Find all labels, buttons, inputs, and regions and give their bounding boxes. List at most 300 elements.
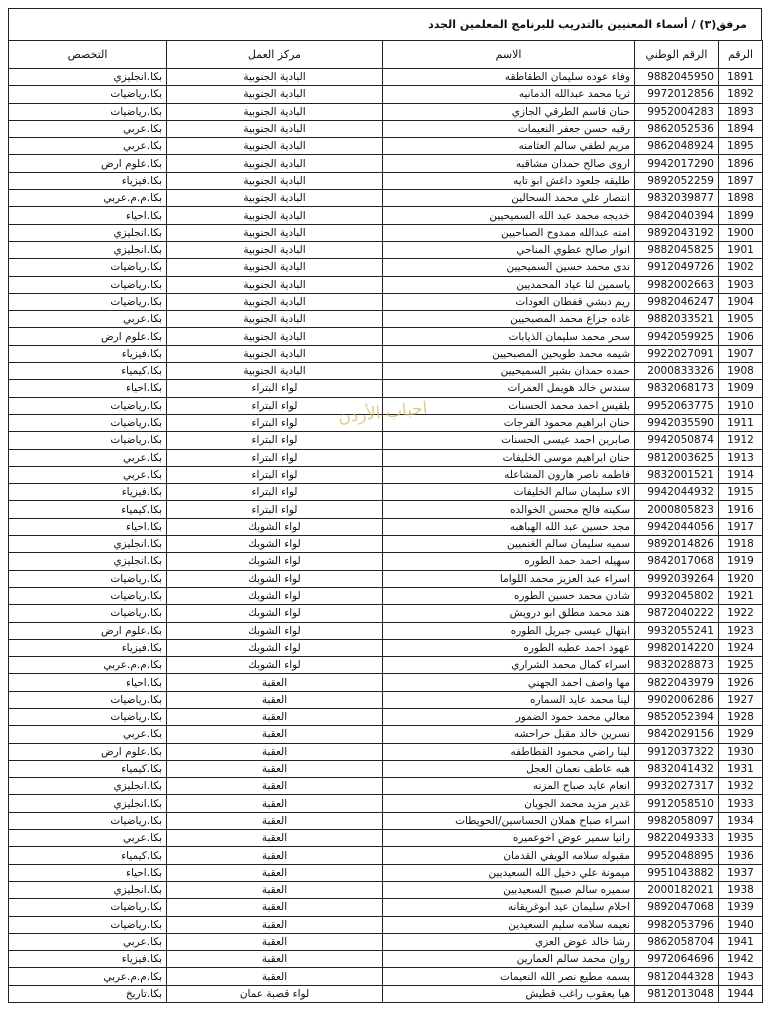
name-cell: اروى صالح حمدان مشاقبه: [383, 155, 635, 172]
row-number-cell: 1904: [719, 293, 763, 310]
specialty-cell: بكا.انجليزي: [9, 536, 167, 553]
row-number-cell: 1940: [719, 916, 763, 933]
work-center-cell: العقبة: [167, 864, 383, 881]
name-cell: مقبوله سلامه الويفي القدمان: [383, 847, 635, 864]
name-cell: سكينه فالح محسن الخوالده: [383, 501, 635, 518]
table-row: [9, 207, 763, 224]
national-id-cell: 9832028873: [635, 657, 719, 674]
work-center-cell: البادية الجنوبية: [167, 363, 383, 380]
trainees-table: [8, 40, 763, 1003]
table-row: [9, 484, 763, 501]
work-center-cell: البادية الجنوبية: [167, 241, 383, 258]
work-center-cell: العقبة: [167, 778, 383, 795]
name-cell: حمده حمدان بشير السميحيين: [383, 363, 635, 380]
name-cell: نعيمه سلامه سليم السعيدين: [383, 916, 635, 933]
document-sheet: [8, 8, 762, 1003]
work-center-cell: البادية الجنوبية: [167, 224, 383, 241]
name-cell: ميمونة علي دخيل الله السعيديين: [383, 864, 635, 881]
table-row: [9, 414, 763, 431]
specialty-cell: بكا.كيمياء: [9, 847, 167, 864]
page-title: مرفق(٣) / أسماء المعنيين بالتدريب للبرنامج المعلمين الجدد: [8, 8, 762, 40]
work-center-cell: لواء البتراء: [167, 414, 383, 431]
work-center-cell: البادية الجنوبية: [167, 69, 383, 86]
row-number-cell: 1925: [719, 657, 763, 674]
table-row: [9, 743, 763, 760]
specialty-cell: بكا.تاريخ: [9, 985, 167, 1002]
row-number-cell: 1900: [719, 224, 763, 241]
specialty-cell: بكا.احياء: [9, 864, 167, 881]
national-id-cell: 9952004283: [635, 103, 719, 120]
name-cell: ياسمين لنا عياد المحمديين: [383, 276, 635, 293]
table-row: [9, 916, 763, 933]
specialty-cell: بكا.احياء: [9, 674, 167, 691]
row-number-cell: 1926: [719, 674, 763, 691]
work-center-cell: البادية الجنوبية: [167, 190, 383, 207]
row-number-cell: 1934: [719, 812, 763, 829]
table-row: [9, 259, 763, 276]
row-number-cell: 1922: [719, 605, 763, 622]
national-id-cell: 9892043192: [635, 224, 719, 241]
work-center-cell: العقبة: [167, 743, 383, 760]
name-cell: نسرين خالد مقبل حراحشه: [383, 726, 635, 743]
national-id-cell: 9932055241: [635, 622, 719, 639]
work-center-cell: العقبة: [167, 951, 383, 968]
national-id-cell: 9862052536: [635, 120, 719, 137]
header-center: مركز العمل: [167, 41, 383, 69]
specialty-cell: بكا.انجليزي: [9, 224, 167, 241]
table-row: [9, 363, 763, 380]
table-row: [9, 830, 763, 847]
name-cell: ريم دبشي قفطان العودات: [383, 293, 635, 310]
national-id-cell: 9912037322: [635, 743, 719, 760]
row-number-cell: 1912: [719, 432, 763, 449]
work-center-cell: لواء البتراء: [167, 380, 383, 397]
national-id-cell: 9822049333: [635, 830, 719, 847]
row-number-cell: 1902: [719, 259, 763, 276]
name-cell: هند محمد مطلق ابو درويش: [383, 605, 635, 622]
name-cell: حنان ابراهيم موسى الخليفات: [383, 449, 635, 466]
specialty-cell: بكا.رياضيات: [9, 691, 167, 708]
row-number-cell: 1917: [719, 518, 763, 535]
work-center-cell: لواء الشوبك: [167, 536, 383, 553]
name-cell: انوار صالح عطوي المناحي: [383, 241, 635, 258]
row-number-cell: 1930: [719, 743, 763, 760]
work-center-cell: العقبة: [167, 812, 383, 829]
row-number-cell: 1927: [719, 691, 763, 708]
table-row: [9, 380, 763, 397]
table-row: [9, 224, 763, 241]
national-id-cell: 9862048924: [635, 138, 719, 155]
row-number-cell: 1898: [719, 190, 763, 207]
specialty-cell: بكا.كيمياء: [9, 363, 167, 380]
table-row: [9, 190, 763, 207]
specialty-cell: بكا.فيزياء: [9, 172, 167, 189]
work-center-cell: البادية الجنوبية: [167, 155, 383, 172]
specialty-cell: بكا.رياضيات: [9, 899, 167, 916]
work-center-cell: العقبة: [167, 847, 383, 864]
national-id-cell: 9832001521: [635, 466, 719, 483]
work-center-cell: لواء البتراء: [167, 466, 383, 483]
national-id-cell: 9982058097: [635, 812, 719, 829]
table-row: [9, 864, 763, 881]
specialty-cell: بكا.انجليزي: [9, 241, 167, 258]
name-cell: مها واصف احمد الجهني: [383, 674, 635, 691]
national-id-cell: 9832068173: [635, 380, 719, 397]
national-id-cell: 9842029156: [635, 726, 719, 743]
row-number-cell: 1920: [719, 570, 763, 587]
work-center-cell: العقبة: [167, 933, 383, 950]
work-center-cell: العقبة: [167, 830, 383, 847]
table-header-row: [9, 41, 763, 69]
table-row: [9, 968, 763, 985]
name-cell: سميره سالم صبيح السعيديين: [383, 881, 635, 898]
work-center-cell: البادية الجنوبية: [167, 328, 383, 345]
watermark-text: احباب الأردن: [337, 398, 429, 428]
table-row: [9, 847, 763, 864]
national-id-cell: 9942050874: [635, 432, 719, 449]
specialty-cell: بكا.عربي: [9, 933, 167, 950]
name-cell: غاده جزاع محمد المصبحيين: [383, 311, 635, 328]
national-id-cell: 9942059925: [635, 328, 719, 345]
row-number-cell: 1916: [719, 501, 763, 518]
row-number-cell: 1911: [719, 414, 763, 431]
name-cell: احلام سليمان عيد ابوغريقانه: [383, 899, 635, 916]
table-row: [9, 881, 763, 898]
name-cell: رشا خالد عوض العزي: [383, 933, 635, 950]
work-center-cell: العقبة: [167, 968, 383, 985]
table-row: [9, 812, 763, 829]
name-cell: حنان قاسم الطرقي الجازي: [383, 103, 635, 120]
specialty-cell: بكا.عربي: [9, 466, 167, 483]
specialty-cell: بكا.فيزياء: [9, 484, 167, 501]
row-number-cell: 1942: [719, 951, 763, 968]
work-center-cell: البادية الجنوبية: [167, 86, 383, 103]
name-cell: وفاء عوده سليمان الطقاطقه: [383, 69, 635, 86]
work-center-cell: العقبة: [167, 708, 383, 725]
table-row: [9, 674, 763, 691]
name-cell: حنان ابراهيم محمود الفرجات: [383, 414, 635, 431]
work-center-cell: لواء الشوبك: [167, 622, 383, 639]
table-row: [9, 86, 763, 103]
row-number-cell: 1914: [719, 466, 763, 483]
table-row: [9, 345, 763, 362]
name-cell: سندس خالد هويمل العمرات: [383, 380, 635, 397]
national-id-cell: 9942035590: [635, 414, 719, 431]
national-id-cell: 9882045950: [635, 69, 719, 86]
national-id-cell: 9912058510: [635, 795, 719, 812]
national-id-cell: 2000182021: [635, 881, 719, 898]
name-cell: بلقيس احمد محمد الحسنات: [383, 397, 635, 414]
row-number-cell: 1938: [719, 881, 763, 898]
name-cell: لينا راضي محمود القطاطفه: [383, 743, 635, 760]
row-number-cell: 1905: [719, 311, 763, 328]
row-number-cell: 1908: [719, 363, 763, 380]
name-cell: ثريا محمد عبدالله الدمانيه: [383, 86, 635, 103]
name-cell: اسراء عبد العزيز محمد اللواما: [383, 570, 635, 587]
row-number-cell: 1915: [719, 484, 763, 501]
national-id-cell: 9982014220: [635, 639, 719, 656]
name-cell: امنه عبدالله ممدوح الصباحيين: [383, 224, 635, 241]
row-number-cell: 1895: [719, 138, 763, 155]
specialty-cell: بكا.علوم ارض: [9, 155, 167, 172]
specialty-cell: بكا.كيمياء: [9, 760, 167, 777]
work-center-cell: البادية الجنوبية: [167, 276, 383, 293]
specialty-cell: بكا.عربي: [9, 449, 167, 466]
national-id-cell: 2000805823: [635, 501, 719, 518]
national-id-cell: 9852052394: [635, 708, 719, 725]
table-row: [9, 172, 763, 189]
specialty-cell: بكا.فيزياء: [9, 639, 167, 656]
work-center-cell: البادية الجنوبية: [167, 259, 383, 276]
name-cell: مجد حسين عبد الله الهباهبه: [383, 518, 635, 535]
work-center-cell: العقبة: [167, 795, 383, 812]
row-number-cell: 1899: [719, 207, 763, 224]
table-row: [9, 449, 763, 466]
name-cell: عهود احمد عطيه الطوره: [383, 639, 635, 656]
name-cell: طليقه جلعود داغش ابو تايه: [383, 172, 635, 189]
table-row: [9, 466, 763, 483]
national-id-cell: 9892014826: [635, 536, 719, 553]
name-cell: الاء سليمان سالم الخليفات: [383, 484, 635, 501]
row-number-cell: 1913: [719, 449, 763, 466]
work-center-cell: العقبة: [167, 691, 383, 708]
work-center-cell: لواء البتراء: [167, 484, 383, 501]
row-number-cell: 1894: [719, 120, 763, 137]
row-number-cell: 1891: [719, 69, 763, 86]
name-cell: اسراء كمال محمد الشراري: [383, 657, 635, 674]
name-cell: شادن محمد حسين الطوره: [383, 587, 635, 604]
table-row: [9, 951, 763, 968]
national-id-cell: 9942017290: [635, 155, 719, 172]
name-cell: انتصار علي محمد السحالين: [383, 190, 635, 207]
specialty-cell: بكا.رياضيات: [9, 86, 167, 103]
work-center-cell: لواء الشوبك: [167, 518, 383, 535]
name-cell: روان محمد سالم العمارين: [383, 951, 635, 968]
work-center-cell: لواء البتراء: [167, 432, 383, 449]
name-cell: شيمه محمد طويحين المصبحيين: [383, 345, 635, 362]
specialty-cell: بكا.كيمياء: [9, 501, 167, 518]
specialty-cell: بكا.رياضيات: [9, 103, 167, 120]
row-number-cell: 1935: [719, 830, 763, 847]
work-center-cell: لواء الشوبك: [167, 587, 383, 604]
national-id-cell: 9832039877: [635, 190, 719, 207]
row-number-cell: 1928: [719, 708, 763, 725]
specialty-cell: بكا.رياضيات: [9, 397, 167, 414]
table-row: [9, 553, 763, 570]
row-number-cell: 1910: [719, 397, 763, 414]
national-id-cell: 9892047068: [635, 899, 719, 916]
header-specialty: التخصص: [9, 41, 167, 69]
specialty-cell: بكا.رياضيات: [9, 293, 167, 310]
national-id-cell: 9932045802: [635, 587, 719, 604]
table-row: [9, 570, 763, 587]
table-row: [9, 501, 763, 518]
specialty-cell: بكا.عربي: [9, 726, 167, 743]
specialty-cell: بكا.احياء: [9, 380, 167, 397]
row-number-cell: 1897: [719, 172, 763, 189]
name-cell: مريم لطفي سالم العثامنه: [383, 138, 635, 155]
national-id-cell: 9982053796: [635, 916, 719, 933]
specialty-cell: بكا.انجليزي: [9, 553, 167, 570]
row-number-cell: 1944: [719, 985, 763, 1002]
specialty-cell: بكا.انجليزي: [9, 795, 167, 812]
specialty-cell: بكا.رياضيات: [9, 916, 167, 933]
table-row: [9, 69, 763, 86]
row-number-cell: 1933: [719, 795, 763, 812]
name-cell: غدير مزيد محمد الجويان: [383, 795, 635, 812]
name-cell: رقيه حسن جعفر النعيمات: [383, 120, 635, 137]
name-cell: سحر محمد سليمان الذيابات: [383, 328, 635, 345]
table-row: [9, 899, 763, 916]
work-center-cell: البادية الجنوبية: [167, 345, 383, 362]
name-cell: انعام عايد صباح المزنه: [383, 778, 635, 795]
work-center-cell: البادية الجنوبية: [167, 120, 383, 137]
work-center-cell: البادية الجنوبية: [167, 311, 383, 328]
table-row: [9, 985, 763, 1002]
table-row: [9, 103, 763, 120]
national-id-cell: 9842017068: [635, 553, 719, 570]
table-row: [9, 778, 763, 795]
national-id-cell: 9812003625: [635, 449, 719, 466]
name-cell: هيا يعقوب راغب قطيش: [383, 985, 635, 1002]
national-id-cell: 9872040222: [635, 605, 719, 622]
specialty-cell: بكا.عربي: [9, 311, 167, 328]
row-number-cell: 1896: [719, 155, 763, 172]
row-number-cell: 1929: [719, 726, 763, 743]
table-row: [9, 518, 763, 535]
table-row: [9, 138, 763, 155]
specialty-cell: بكا.رياضيات: [9, 414, 167, 431]
work-center-cell: لواء الشوبك: [167, 553, 383, 570]
specialty-cell: بكا.رياضيات: [9, 605, 167, 622]
work-center-cell: البادية الجنوبية: [167, 172, 383, 189]
work-center-cell: العقبة: [167, 899, 383, 916]
table-row: [9, 760, 763, 777]
work-center-cell: العقبة: [167, 760, 383, 777]
work-center-cell: لواء البتراء: [167, 449, 383, 466]
work-center-cell: البادية الجنوبية: [167, 103, 383, 120]
header-name: الاسم: [383, 41, 635, 69]
work-center-cell: العقبة: [167, 916, 383, 933]
name-cell: سهيله احمد حمد الطوره: [383, 553, 635, 570]
name-cell: فاطمه ناصر هارون المشاعله: [383, 466, 635, 483]
specialty-cell: بكا.رياضيات: [9, 570, 167, 587]
work-center-cell: العقبة: [167, 881, 383, 898]
national-id-cell: 9822043979: [635, 674, 719, 691]
specialty-cell: بكا.رياضيات: [9, 259, 167, 276]
specialty-cell: بكا.عربي: [9, 830, 167, 847]
row-number-cell: 1924: [719, 639, 763, 656]
table-row: [9, 155, 763, 172]
national-id-cell: 9972012856: [635, 86, 719, 103]
table-row: [9, 795, 763, 812]
specialty-cell: بكا.رياضيات: [9, 587, 167, 604]
row-number-cell: 1907: [719, 345, 763, 362]
name-cell: رانيا سمير عوض اخوعميره: [383, 830, 635, 847]
national-id-cell: 9992039264: [635, 570, 719, 587]
national-id-cell: 9982046247: [635, 293, 719, 310]
national-id-cell: 9892052259: [635, 172, 719, 189]
specialty-cell: بكا.احياء: [9, 518, 167, 535]
national-id-cell: 9832041432: [635, 760, 719, 777]
row-number-cell: 1893: [719, 103, 763, 120]
national-id-cell: 9922027091: [635, 345, 719, 362]
work-center-cell: العقبة: [167, 726, 383, 743]
work-center-cell: لواء البتراء: [167, 397, 383, 414]
row-number-cell: 1923: [719, 622, 763, 639]
national-id-cell: 9942044932: [635, 484, 719, 501]
row-number-cell: 1906: [719, 328, 763, 345]
specialty-cell: بكا.علوم ارض: [9, 622, 167, 639]
row-number-cell: 1932: [719, 778, 763, 795]
table-row: [9, 397, 763, 414]
national-id-cell: 9842040394: [635, 207, 719, 224]
table-row: [9, 691, 763, 708]
national-id-cell: 9982002663: [635, 276, 719, 293]
specialty-cell: بكا.علوم ارض: [9, 743, 167, 760]
name-cell: ابتهال عيسى جبريل الطوره: [383, 622, 635, 639]
name-cell: اسراء صباح هملان الحساسين/الحويطات: [383, 812, 635, 829]
national-id-cell: 9972064696: [635, 951, 719, 968]
name-cell: هبه عاطف نعمان العجل: [383, 760, 635, 777]
name-cell: بسمه مطيع نصر الله النعيمات: [383, 968, 635, 985]
national-id-cell: 9932027317: [635, 778, 719, 795]
specialty-cell: بكا.انجليزي: [9, 778, 167, 795]
work-center-cell: البادية الجنوبية: [167, 138, 383, 155]
national-id-cell: 9952048895: [635, 847, 719, 864]
national-id-cell: 9882033521: [635, 311, 719, 328]
national-id-cell: 9952063775: [635, 397, 719, 414]
specialty-cell: بكا.فيزياء: [9, 951, 167, 968]
name-cell: خديجه محمد عبد الله السميحيين: [383, 207, 635, 224]
specialty-cell: بكا.عربي: [9, 138, 167, 155]
table-row: [9, 933, 763, 950]
row-number-cell: 1939: [719, 899, 763, 916]
table-row: [9, 293, 763, 310]
specialty-cell: بكا.انجليزي: [9, 881, 167, 898]
row-number-cell: 1909: [719, 380, 763, 397]
specialty-cell: بكا.انجليزي: [9, 69, 167, 86]
header-national-id: الرقم الوطني: [635, 41, 719, 69]
work-center-cell: العقبة: [167, 674, 383, 691]
work-center-cell: لواء الشوبك: [167, 657, 383, 674]
work-center-cell: لواء الشوبك: [167, 639, 383, 656]
table-row: [9, 311, 763, 328]
name-cell: سميه سليمان سالم الغنميين: [383, 536, 635, 553]
national-id-cell: 9951043882: [635, 864, 719, 881]
specialty-cell: بكا.احياء: [9, 207, 167, 224]
national-id-cell: 9812044328: [635, 968, 719, 985]
national-id-cell: 9942044056: [635, 518, 719, 535]
specialty-cell: بكا.رياضيات: [9, 812, 167, 829]
row-number-cell: 1901: [719, 241, 763, 258]
name-cell: ندى محمد حسين السميحيين: [383, 259, 635, 276]
national-id-cell: 9902006286: [635, 691, 719, 708]
table-row: [9, 536, 763, 553]
work-center-cell: لواء الشوبك: [167, 605, 383, 622]
table-row: [9, 276, 763, 293]
table-row: [9, 587, 763, 604]
row-number-cell: 1903: [719, 276, 763, 293]
row-number-cell: 1943: [719, 968, 763, 985]
table-row: [9, 432, 763, 449]
row-number-cell: 1941: [719, 933, 763, 950]
row-number-cell: 1892: [719, 86, 763, 103]
row-number-cell: 1919: [719, 553, 763, 570]
specialty-cell: بكا.علوم ارض: [9, 328, 167, 345]
table-row: [9, 639, 763, 656]
specialty-cell: بكا.رياضيات: [9, 276, 167, 293]
